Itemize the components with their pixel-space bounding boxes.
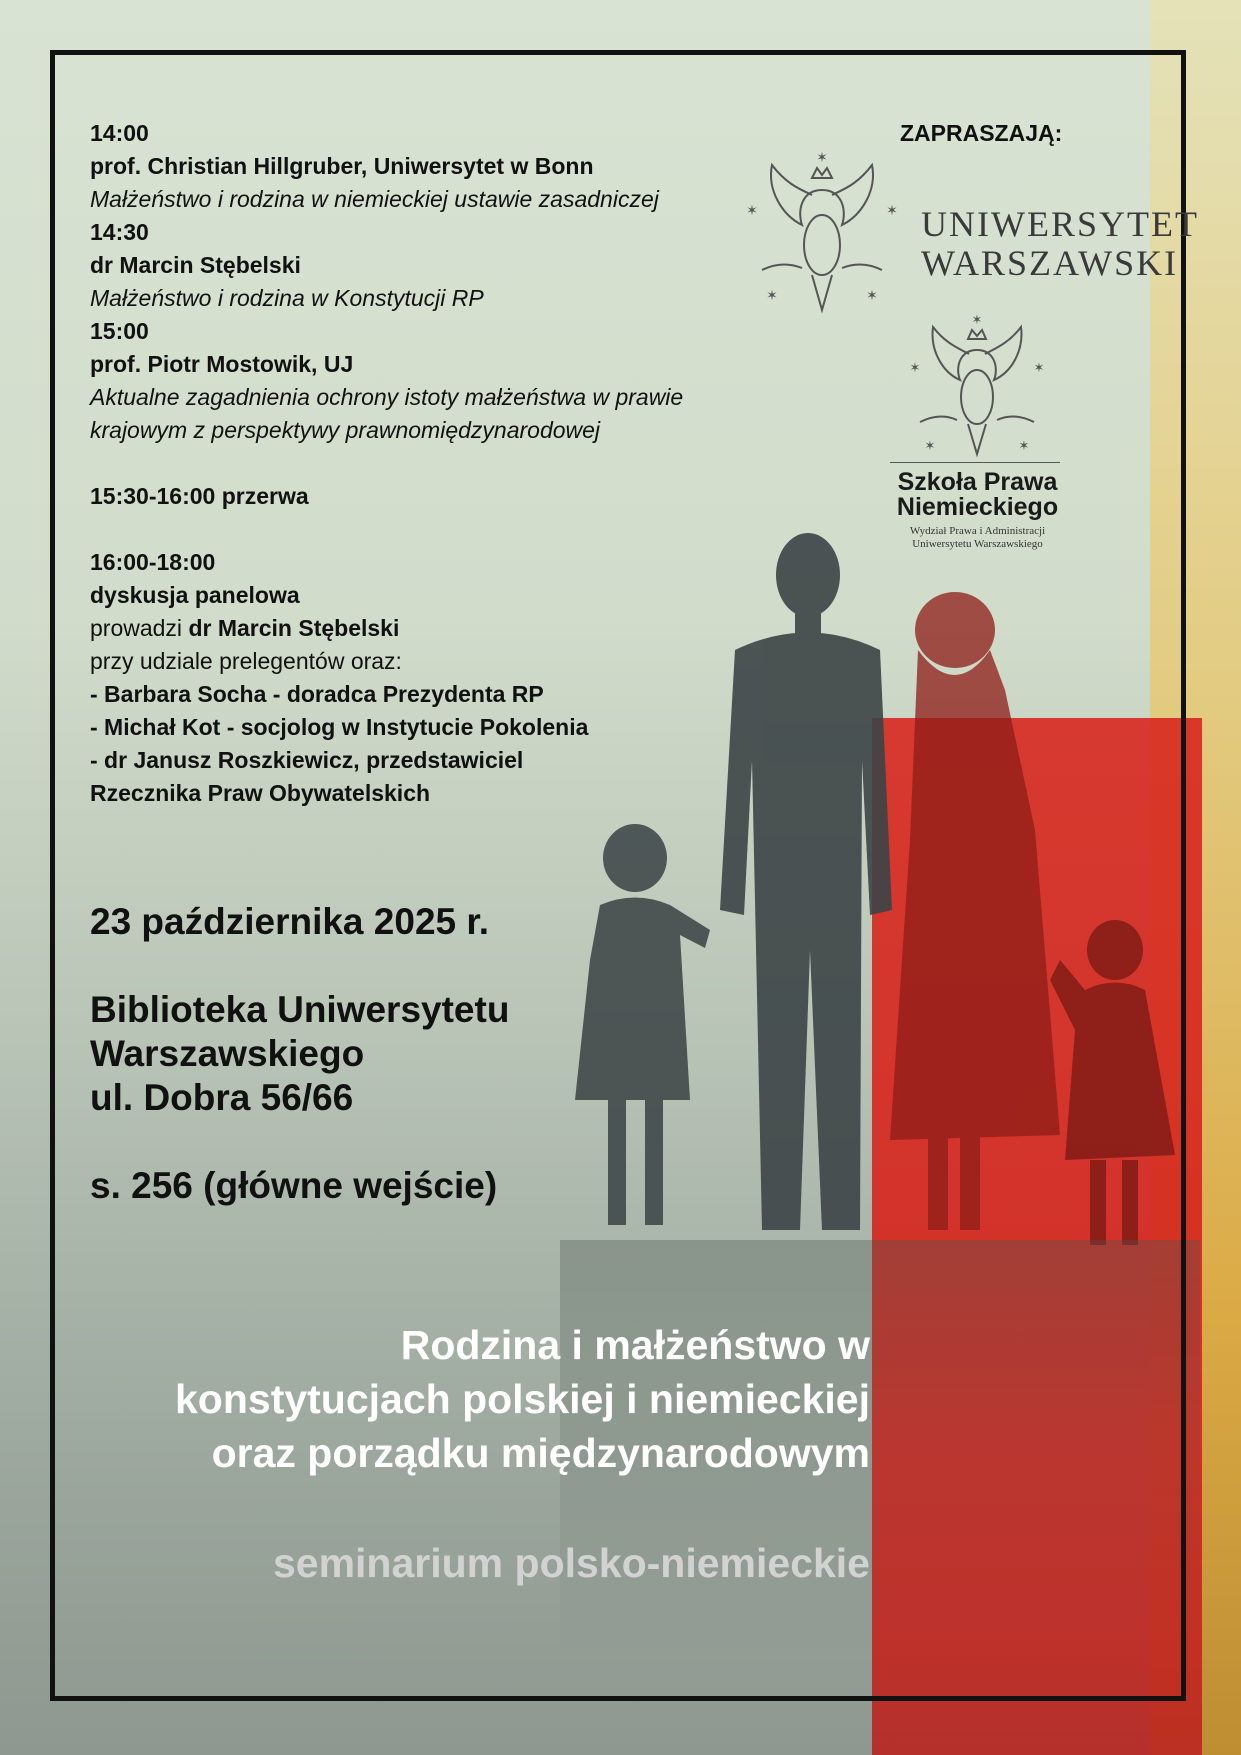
- svg-text:✶: ✶: [746, 202, 758, 218]
- time-1430: 14:30: [90, 219, 149, 245]
- svg-text:✶: ✶: [766, 287, 778, 303]
- venue-line1: Biblioteka Uniwersytetu: [90, 989, 510, 1030]
- uw-line2: WARSZAWSKI: [921, 243, 1179, 283]
- seminar-subtitle: seminarium polsko-niemieckie: [272, 1540, 870, 1586]
- svg-text:✶: ✶: [886, 202, 898, 218]
- venue-address: ul. Dobra 56/66: [90, 1077, 354, 1118]
- svg-text:✶: ✶: [866, 287, 878, 303]
- participant-socha: - Barbara Socha - doradca Prezydenta RP: [90, 681, 544, 707]
- title-line1: Rodzina i małżeństwo w: [400, 1322, 870, 1368]
- title-line2: konstytucjach polskiej i niemieckiej: [175, 1376, 870, 1422]
- svg-text:✶: ✶: [971, 312, 983, 327]
- uw-eagle-icon: [742, 150, 902, 325]
- spn-divider: [890, 462, 1060, 463]
- uw-line1: UNIWERSYTET: [921, 204, 1199, 244]
- spn-line2: Niemieckiego: [896, 493, 1059, 521]
- spn-logo-subtitle: [870, 525, 1085, 551]
- time-1600: 16:00-18:00: [90, 549, 216, 575]
- panel-discussion: dyskusja panelowa: [90, 582, 300, 608]
- venue-line2: Warszawskiego: [90, 1033, 365, 1074]
- event-info: [90, 900, 509, 1208]
- spn-logo-title: [870, 470, 1085, 520]
- spn-line1: Szkoła Prawa: [897, 468, 1058, 496]
- invite-heading: ZAPRASZAJĄ:: [900, 120, 1063, 146]
- talk-title-1: Małżeństwo i rodzina w niemieckiej ustawie zasadniczej: [90, 186, 659, 212]
- svg-text:✶: ✶: [1018, 438, 1030, 453]
- moderator-name: dr Marcin Stębelski: [188, 615, 400, 641]
- talk-title-2: Małżeństwo i rodzina w Konstytucji RP: [90, 285, 484, 311]
- svg-text:✶: ✶: [924, 438, 936, 453]
- participants-intro: przy udziale prelegentów oraz:: [90, 648, 402, 674]
- participant-kot: - Michał Kot - socjolog w Instytucie Pokolenia: [90, 714, 589, 740]
- seminar-title: [50, 1318, 870, 1480]
- time-1500: 15:00: [90, 318, 149, 344]
- participant-roszkiewicz-line2: Rzecznika Praw Obywatelskich: [90, 780, 431, 806]
- spn-sub1: Wydział Prawa i Administracji: [909, 525, 1046, 537]
- program-schedule: [90, 117, 770, 810]
- title-line3: oraz porządku międzynarodowym: [211, 1430, 870, 1476]
- svg-text:✶: ✶: [909, 360, 921, 375]
- moderator-line: [90, 612, 770, 645]
- spn-eagle-icon: [905, 312, 1050, 462]
- talk-title-3-line1: Aktualne zagadnienia ochrony istoty małżeństwa w prawie: [90, 384, 684, 410]
- talk-title-3-line2: krajowym z perspektywy prawnomiędzynarodowej: [90, 417, 601, 443]
- moderator-prefix: prowadzi: [90, 615, 189, 641]
- event-date: 23 października 2025 r.: [90, 901, 490, 942]
- venue-room: s. 256 (główne wejście): [90, 1165, 498, 1206]
- uw-logo-text: [921, 205, 1199, 283]
- speaker-hillgruber: prof. Christian Hillgruber, Uniwersytet w Bonn: [90, 153, 594, 179]
- svg-text:✶: ✶: [1033, 360, 1045, 375]
- svg-text:✶: ✶: [816, 150, 828, 165]
- time-1400: 14:00: [90, 120, 149, 146]
- speaker-stebelski: dr Marcin Stębelski: [90, 252, 301, 278]
- break-time: 15:30-16:00 przerwa: [90, 483, 309, 509]
- speaker-mostowik: prof. Piotr Mostowik, UJ: [90, 351, 354, 377]
- participant-roszkiewicz-line1: - dr Janusz Roszkiewicz, przedstawiciel: [90, 747, 524, 773]
- spn-sub2: Uniwersytetu Warszawskiego: [912, 538, 1043, 550]
